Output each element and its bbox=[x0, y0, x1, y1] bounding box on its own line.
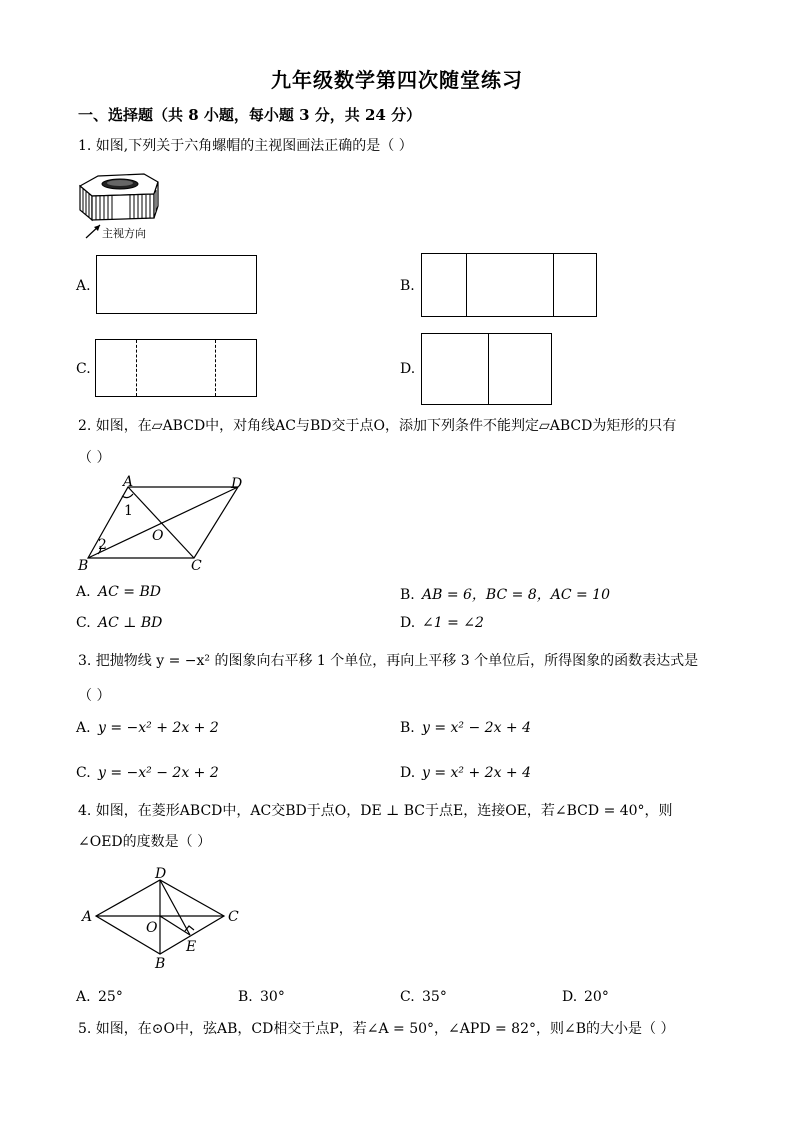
q4-stem-line2: ∠OED的度数是（ ） bbox=[78, 834, 212, 850]
q4-label-b: B bbox=[155, 956, 166, 972]
q4-label-o: O bbox=[146, 920, 158, 936]
q3-stem-line2: （ ） bbox=[78, 688, 111, 704]
q2-option-d: D. ∠1 = ∠2 bbox=[400, 615, 484, 631]
q4-stem-line1: 4. 如图，在菱形ABCD中，AC交BD于点O，DE ⊥ BC于点E，连接OE，若∠BCD = 40°，则 bbox=[78, 803, 673, 819]
q2-label-2: 2 bbox=[98, 537, 107, 553]
q3-option-a: A. y = −x² + 2x + 2 bbox=[76, 720, 219, 736]
q2-option-a: A. AC = BD bbox=[76, 584, 161, 600]
view-direction-label: 主视方向 bbox=[102, 227, 146, 240]
q3-option-d: D. y = x² + 2x + 4 bbox=[400, 765, 532, 781]
q2-label-o: O bbox=[152, 528, 164, 544]
q4-label-a: A bbox=[82, 909, 93, 925]
q1-option-b-label: B. bbox=[400, 278, 415, 294]
q1-stem: 1. 如图,下列关于六角螺帽的主视图画法正确的是（ ） bbox=[78, 138, 413, 154]
q2-option-c: C. AC ⊥ BD bbox=[76, 615, 163, 631]
q4-label-e: E bbox=[186, 939, 197, 955]
q2-label-a: A bbox=[123, 474, 134, 490]
q4-option-d: D. 20° bbox=[562, 989, 609, 1005]
q1-option-a-label: A. bbox=[76, 278, 91, 294]
section-heading: 一、选择题（共 8 小题，每小题 3 分，共 24 分） bbox=[78, 106, 422, 124]
q2-stem-line1: 2. 如图，在▱ABCD中，对角线AC与BD交于点O，添加下列条件不能判定▱ABCD为矩形的只有 bbox=[78, 418, 677, 434]
q2-label-d: D bbox=[231, 476, 243, 492]
q1-option-c-label: C. bbox=[76, 361, 91, 377]
q4-option-a: A. 25° bbox=[76, 989, 123, 1005]
q1-option-c-figure bbox=[95, 339, 257, 397]
q2-stem-line2: （ ） bbox=[78, 450, 111, 466]
q5-stem: 5. 如图，在⊙O中，弦AB，CD相交于点P，若∠A = 50°，∠APD = 82°，则∠B的大小是（ ） bbox=[78, 1021, 675, 1037]
q2-label-1: 1 bbox=[124, 503, 133, 519]
q3-stem-line1: 3. 把抛物线 y = −x² 的图象向右平移 1 个单位，再向上平移 3 个单位后，所得图象的函数表达式是 bbox=[78, 653, 699, 669]
q4-label-c: C bbox=[228, 909, 239, 925]
q2-option-b: B. AB = 6，BC = 8，AC = 10 bbox=[400, 587, 611, 603]
q1-option-d-label: D. bbox=[400, 361, 416, 377]
q4-option-b: B. 30° bbox=[238, 989, 285, 1005]
parallelogram-figure bbox=[76, 474, 256, 574]
page-title: 九年级数学第四次随堂练习 bbox=[271, 68, 523, 92]
q3-option-c: C. y = −x² − 2x + 2 bbox=[76, 765, 219, 781]
q2-label-b: B bbox=[78, 558, 89, 574]
q3-option-b: B. y = x² − 2x + 4 bbox=[400, 720, 532, 736]
q1-option-d-figure bbox=[421, 333, 552, 405]
q2-label-c: C bbox=[191, 558, 202, 574]
q4-option-c: C. 35° bbox=[400, 989, 447, 1005]
rhombus-figure bbox=[80, 864, 250, 972]
q1-option-b-figure bbox=[421, 253, 597, 317]
q4-label-d: D bbox=[155, 866, 167, 882]
q1-option-a-figure bbox=[96, 255, 257, 314]
